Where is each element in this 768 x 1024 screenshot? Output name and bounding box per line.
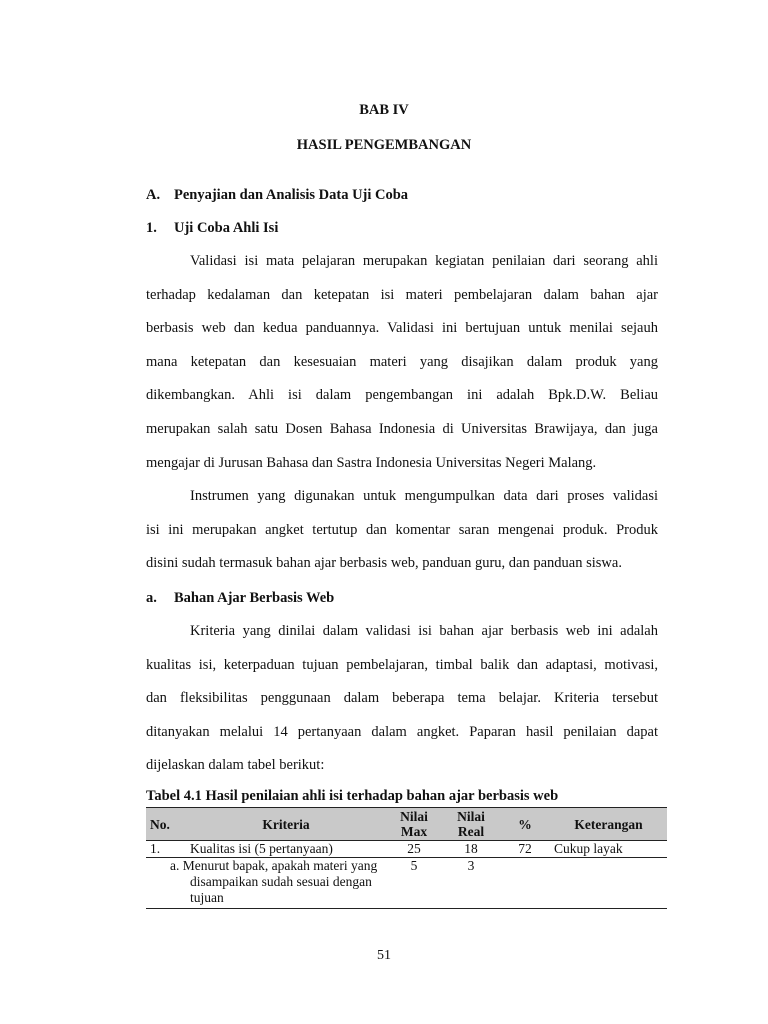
paragraph-line: disini sudah termasuk bahan ajar berbasis web, panduan guru, dan panduan siswa. — [146, 555, 622, 572]
subsection-heading-a — [146, 590, 334, 607]
cell-persen: 72 — [500, 841, 550, 858]
section-number: a. — [146, 590, 157, 606]
paragraph-2 — [146, 480, 658, 581]
paragraph-line: Kriteria yang dinilai dalam validasi isi bahan ajar berbasis web ini adalah — [190, 623, 658, 639]
cell-no: 1. — [146, 841, 186, 858]
cell-persen — [500, 858, 550, 909]
paragraph-line: mengajar di Jurusan Bahasa dan Sastra Indonesia Universitas Negeri Malang. — [146, 454, 597, 471]
cell-kriteria: a. Menurut bapak, apakah materi yang disampaikan sudah sesuai dengan tujuan — [186, 858, 386, 909]
paragraph-line: ditanyakan melalui 14 pertanyaan dalam angket. Paparan hasil penilaian dapat — [146, 723, 658, 740]
page-number: 51 — [377, 948, 391, 963]
header-keterangan: Keterangan — [550, 808, 667, 841]
cell-real: 3 — [442, 858, 500, 909]
section-title: Uji Coba Ahli Isi — [174, 220, 279, 236]
paragraph-line: dan fleksibilitas penggunaan dalam beberapa tema belajar. Kriteria tersebut — [146, 690, 658, 707]
table-caption: Tabel 4.1 Hasil penilaian ahli isi terhadap bahan ajar berbasis web — [146, 788, 559, 804]
cell-keterangan: Cukup layak — [550, 841, 667, 858]
cell-max: 5 — [386, 858, 442, 909]
section-number: 1. — [146, 220, 157, 236]
paragraph-line: Validasi isi mata pelajaran merupakan kegiatan penilaian dari seorang ahli — [190, 253, 658, 269]
paragraph-line: terhadap kedalaman dan ketepatan isi materi pembelajaran dalam bahan ajar — [146, 286, 658, 303]
cell-max: 25 — [386, 841, 442, 858]
paragraph-line: isi ini merupakan angket tertutup dan komentar saran mengenai produk. Produk — [146, 521, 658, 538]
table-row — [146, 841, 667, 858]
assessment-table — [146, 807, 667, 909]
paragraph-line: Instrumen yang digunakan untuk mengumpulkan data dari proses validasi — [190, 488, 658, 504]
section-heading-a — [146, 187, 408, 204]
section-title: Bahan Ajar Berbasis Web — [174, 590, 335, 606]
paragraph-line: merupakan salah satu Dosen Bahasa Indonesia di Universitas Brawijaya, dan juga — [146, 420, 658, 437]
header-nilai-real: Nilai Real — [442, 808, 500, 841]
paragraph-line: dikembangkan. Ahli isi dalam pengembangan ini adalah Bpk.D.W. Beliau — [146, 387, 658, 404]
cell-kriteria: Kualitas isi (5 pertanyaan) — [186, 841, 386, 858]
chapter-number: BAB IV — [359, 102, 409, 118]
paragraph-1 — [146, 245, 658, 480]
header-no: No. — [146, 808, 186, 841]
table-row — [146, 858, 667, 909]
section-number: A. — [146, 187, 161, 203]
header-kriteria: Kriteria — [186, 808, 386, 841]
header-nilai-max: Nilai Max — [386, 808, 442, 841]
paragraph-line: dijelaskan dalam tabel berikut: — [146, 757, 325, 774]
header-persen: % — [500, 808, 550, 841]
paragraph-3 — [146, 615, 658, 783]
paragraph-line: mana ketepatan dan kesesuaian materi yang disajikan dalam produk yang — [146, 353, 658, 370]
section-heading-1 — [146, 220, 278, 237]
chapter-title: HASIL PENGEMBANGAN — [296, 137, 472, 153]
paragraph-line: berbasis web dan kedua panduannya. Validasi ini bertujuan untuk menilai sejauh — [146, 320, 658, 337]
section-title: Penyajian dan Analisis Data Uji Coba — [174, 187, 409, 203]
cell-real: 18 — [442, 841, 500, 858]
cell-keterangan — [550, 858, 667, 909]
paragraph-line: kualitas isi, keterpaduan tujuan pembelajaran, timbal balik dan adaptasi, motivasi, — [146, 656, 658, 673]
table-header-row — [146, 808, 667, 841]
